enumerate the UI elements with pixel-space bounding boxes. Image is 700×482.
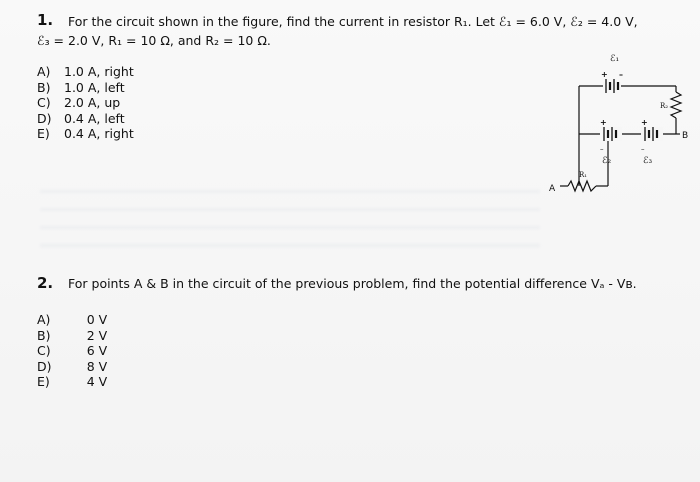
option-letter: E) <box>37 374 50 389</box>
question-2-number: 2. <box>37 274 54 292</box>
option-text: 8 V <box>86 358 108 374</box>
question-2-option-a[interactable] <box>37 312 112 328</box>
emf2-plus: + <box>600 118 607 127</box>
battery-emf3-icon <box>641 127 663 141</box>
question-1-option-a[interactable] <box>37 64 134 80</box>
r2-label: R₂ <box>660 102 669 110</box>
emf1-plus: + <box>601 70 608 79</box>
option-letter: A) <box>37 64 51 79</box>
resistor-r2-icon <box>671 92 681 118</box>
emf3-minus: – <box>641 145 645 153</box>
question-1-option-b[interactable] <box>37 80 134 96</box>
emf3-label: ℰ₃ <box>643 156 653 166</box>
question-2-option-e[interactable] <box>37 374 112 390</box>
option-text: 4 V <box>86 374 108 389</box>
option-letter: B) <box>37 79 51 95</box>
option-text: 2 V <box>86 327 108 343</box>
question-2-options <box>37 312 112 390</box>
emf3-plus: + <box>641 118 648 127</box>
question-2-text: For points A & B in the circuit of the previous problem, find the potential difference Vₐ - Vʙ. <box>68 276 637 291</box>
option-letter: D) <box>37 358 52 374</box>
option-text: 2.0 A, up <box>64 95 121 110</box>
question-1-text-line2: ℰ₃ = 2.0 V, R₁ = 10 Ω, and R₂ = 10 Ω. <box>37 33 271 48</box>
question-1-option-e[interactable] <box>37 126 134 142</box>
emf1-label: ℰ₁ <box>610 54 620 64</box>
question-2-option-c[interactable] <box>37 343 112 359</box>
emf2-label: ℰ₂ <box>602 156 612 166</box>
bleed-through-text <box>40 180 540 250</box>
r1-label: R₁ <box>579 171 588 179</box>
circuit-diagram <box>540 48 700 198</box>
question-1-number: 1. <box>37 11 54 29</box>
emf2-minus: – <box>600 145 604 153</box>
option-letter: B) <box>37 327 51 343</box>
option-letter: C) <box>37 95 51 110</box>
question-2-option-d[interactable] <box>37 359 112 375</box>
option-text: 6 V <box>86 343 108 358</box>
option-text: 0 V <box>86 312 108 327</box>
option-letter: C) <box>37 343 51 358</box>
question-2-option-b[interactable] <box>37 328 112 344</box>
option-text: 0.4 A, right <box>64 126 134 141</box>
option-letter: E) <box>37 126 50 141</box>
battery-emf2-icon <box>600 127 622 141</box>
point-b-label: B <box>682 131 689 141</box>
option-letter: D) <box>37 110 52 126</box>
resistor-r1-icon <box>568 181 596 191</box>
question-1-options <box>37 64 134 142</box>
battery-emf1-icon <box>603 79 621 93</box>
point-a-label: A <box>549 184 556 194</box>
option-letter: A) <box>37 312 51 327</box>
option-text: 0.4 A, left <box>64 110 125 126</box>
option-text: 1.0 A, right <box>64 64 134 79</box>
option-text: 1.0 A, left <box>64 79 125 95</box>
question-1-option-c[interactable] <box>37 95 134 111</box>
question-1-text-line1: For the circuit shown in the figure, find the current in resistor R₁. Let ℰ₁ = 6.0 V, ℰ₂ = 4.0 V, <box>68 14 638 29</box>
question-1-option-d[interactable] <box>37 111 134 127</box>
emf1-minus: – <box>619 70 623 79</box>
